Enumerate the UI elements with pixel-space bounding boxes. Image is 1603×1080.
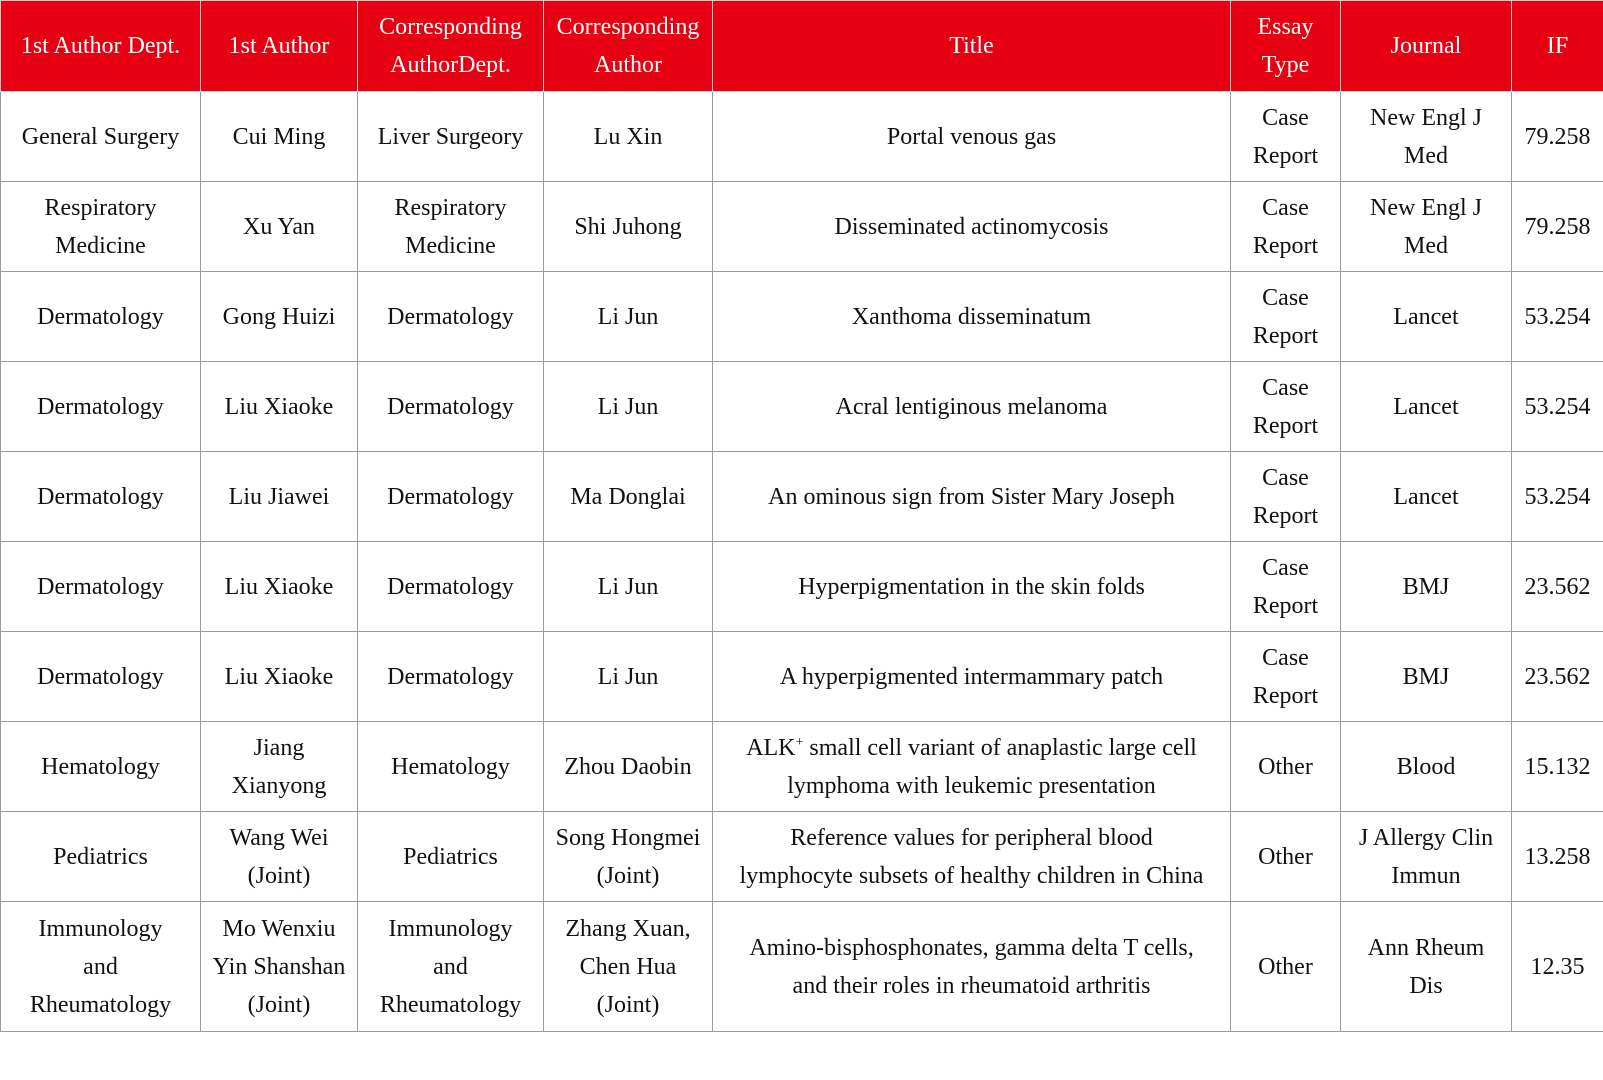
cell-corresponding-author-dept: Liver Surgeory: [358, 92, 544, 182]
cell-title: An ominous sign from Sister Mary Joseph: [713, 452, 1231, 542]
header-first-author: 1st Author: [201, 1, 358, 92]
table-row: [1, 632, 1603, 722]
header-impact-factor: IF: [1512, 1, 1603, 92]
cell-corresponding-author: Li Jun: [544, 272, 713, 362]
cell-journal: Blood: [1341, 722, 1512, 812]
cell-journal: BMJ: [1341, 542, 1512, 632]
cell-corresponding-author-dept: Dermatology: [358, 362, 544, 452]
cell-corresponding-author: Lu Xin: [544, 92, 713, 182]
cell-first-author: Liu Xiaoke: [201, 542, 358, 632]
cell-corresponding-author-dept: Pediatrics: [358, 812, 544, 902]
cell-first-author: Mo Wenxiu Yin Shanshan (Joint): [201, 902, 358, 1032]
header-journal: Journal: [1341, 1, 1512, 92]
cell-corresponding-author: Ma Donglai: [544, 452, 713, 542]
header-essay-type: Essay Type: [1231, 1, 1341, 92]
cell-first-author: Liu Jiawei: [201, 452, 358, 542]
cell-corresponding-author-dept: Respiratory Medicine: [358, 182, 544, 272]
cell-journal: Lancet: [1341, 362, 1512, 452]
table-row: [1, 722, 1603, 812]
cell-impact-factor: 53.254: [1512, 272, 1603, 362]
cell-essay-type: Other: [1231, 722, 1341, 812]
cell-first-author-dept: Dermatology: [1, 272, 201, 362]
cell-first-author-dept: Hematology: [1, 722, 201, 812]
cell-title: Acral lentiginous melanoma: [713, 362, 1231, 452]
cell-essay-type: Case Report: [1231, 92, 1341, 182]
cell-essay-type: Other: [1231, 812, 1341, 902]
cell-title: Xanthoma disseminatum: [713, 272, 1231, 362]
cell-first-author: Wang Wei (Joint): [201, 812, 358, 902]
table-row: [1, 452, 1603, 542]
table-body: [1, 92, 1603, 1032]
cell-journal: BMJ: [1341, 632, 1512, 722]
cell-title: Hyperpigmentation in the skin folds: [713, 542, 1231, 632]
header-first-author-dept: 1st Author Dept.: [1, 1, 201, 92]
table-row: [1, 272, 1603, 362]
cell-title: A hyperpigmented intermammary patch: [713, 632, 1231, 722]
cell-journal: Lancet: [1341, 272, 1512, 362]
cell-impact-factor: 23.562: [1512, 632, 1603, 722]
cell-corresponding-author: Li Jun: [544, 362, 713, 452]
cell-first-author-dept: Dermatology: [1, 542, 201, 632]
cell-corresponding-author-dept: Immunology and Rheumatology: [358, 902, 544, 1032]
cell-corresponding-author: Li Jun: [544, 542, 713, 632]
cell-first-author: Gong Huizi: [201, 272, 358, 362]
cell-essay-type: Case Report: [1231, 542, 1341, 632]
cell-journal: Ann Rheum Dis: [1341, 902, 1512, 1032]
cell-impact-factor: 79.258: [1512, 92, 1603, 182]
cell-title: Disseminated actinomycosis: [713, 182, 1231, 272]
cell-corresponding-author: Zhou Daobin: [544, 722, 713, 812]
cell-first-author: Liu Xiaoke: [201, 362, 358, 452]
cell-first-author-dept: Immunology and Rheumatology: [1, 902, 201, 1032]
cell-essay-type: Case Report: [1231, 452, 1341, 542]
cell-title: Portal venous gas: [713, 92, 1231, 182]
table-row: [1, 182, 1603, 272]
table-row: [1, 92, 1603, 182]
table-row: [1, 902, 1603, 1032]
cell-title: Reference values for peripheral blood lymphocyte subsets of healthy children in China: [713, 812, 1231, 902]
header-corresponding-author-dept: Corresponding AuthorDept.: [358, 1, 544, 92]
cell-essay-type: Other: [1231, 902, 1341, 1032]
header-row: [1, 1, 1603, 92]
cell-corresponding-author: Zhang Xuan, Chen Hua (Joint): [544, 902, 713, 1032]
cell-impact-factor: 15.132: [1512, 722, 1603, 812]
superscript-plus: +: [795, 734, 804, 750]
cell-essay-type: Case Report: [1231, 272, 1341, 362]
header-title: Title: [713, 1, 1231, 92]
cell-first-author-dept: Respiratory Medicine: [1, 182, 201, 272]
cell-journal: New Engl J Med: [1341, 92, 1512, 182]
cell-journal: New Engl J Med: [1341, 182, 1512, 272]
cell-corresponding-author: Shi Juhong: [544, 182, 713, 272]
cell-first-author: Jiang Xianyong: [201, 722, 358, 812]
table-row: [1, 542, 1603, 632]
cell-title: ALK+ small cell variant of anaplastic large cell lymphoma with leukemic presentation: [713, 722, 1231, 812]
cell-corresponding-author: Li Jun: [544, 632, 713, 722]
cell-essay-type: Case Report: [1231, 362, 1341, 452]
cell-first-author: Liu Xiaoke: [201, 632, 358, 722]
cell-corresponding-author-dept: Dermatology: [358, 272, 544, 362]
cell-first-author-dept: Dermatology: [1, 452, 201, 542]
cell-impact-factor: 23.562: [1512, 542, 1603, 632]
cell-first-author-dept: Dermatology: [1, 632, 201, 722]
cell-corresponding-author-dept: Hematology: [358, 722, 544, 812]
cell-impact-factor: 79.258: [1512, 182, 1603, 272]
cell-corresponding-author: Song Hongmei (Joint): [544, 812, 713, 902]
cell-impact-factor: 12.35: [1512, 902, 1603, 1032]
cell-impact-factor: 53.254: [1512, 362, 1603, 452]
cell-corresponding-author-dept: Dermatology: [358, 542, 544, 632]
cell-impact-factor: 53.254: [1512, 452, 1603, 542]
table-row: [1, 812, 1603, 902]
cell-corresponding-author-dept: Dermatology: [358, 452, 544, 542]
cell-first-author: Cui Ming: [201, 92, 358, 182]
cell-essay-type: Case Report: [1231, 632, 1341, 722]
cell-journal: Lancet: [1341, 452, 1512, 542]
cell-essay-type: Case Report: [1231, 182, 1341, 272]
cell-impact-factor: 13.258: [1512, 812, 1603, 902]
table-row: [1, 362, 1603, 452]
cell-title: Amino-bisphosphonates, gamma delta T cells, and their roles in rheumatoid arthritis: [713, 902, 1231, 1032]
cell-journal: J Allergy Clin Immun: [1341, 812, 1512, 902]
cell-first-author-dept: General Surgery: [1, 92, 201, 182]
cell-first-author-dept: Dermatology: [1, 362, 201, 452]
cell-corresponding-author-dept: Dermatology: [358, 632, 544, 722]
header-corresponding-author: Corresponding Author: [544, 1, 713, 92]
cell-first-author: Xu Yan: [201, 182, 358, 272]
cell-first-author-dept: Pediatrics: [1, 812, 201, 902]
